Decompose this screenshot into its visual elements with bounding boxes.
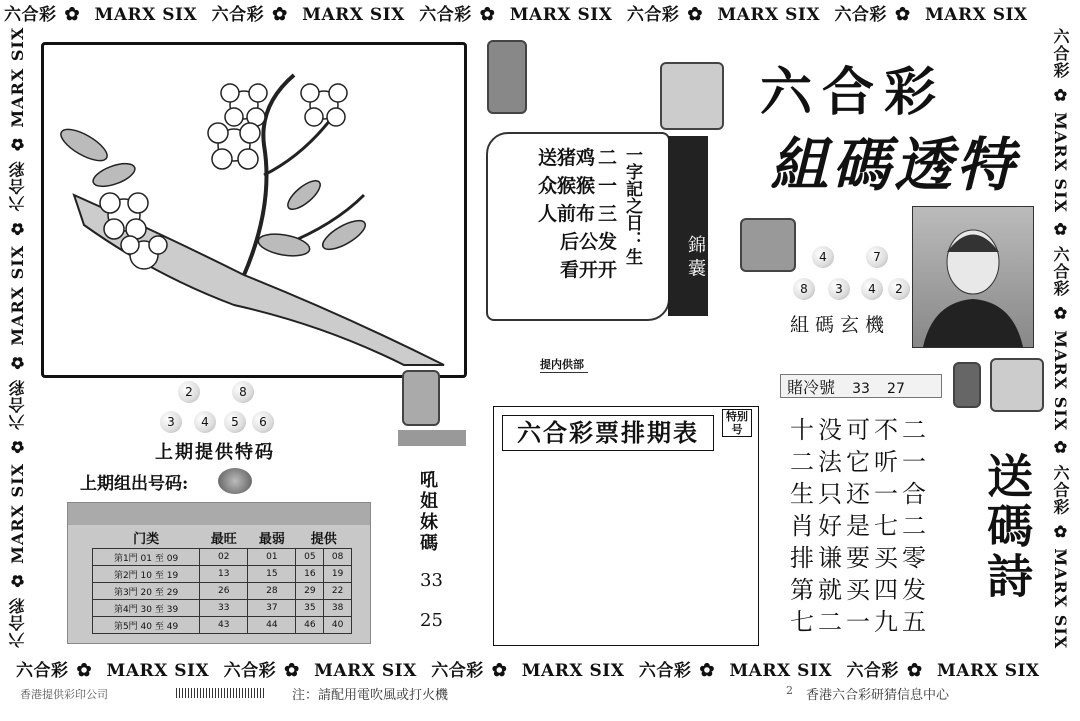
barcode-strip [176, 688, 266, 698]
last-special-label: 上期提供特码 [155, 442, 275, 463]
special-tag: 特别号 [722, 409, 752, 437]
flower-icon: ✿ [272, 4, 288, 25]
table-header-band [68, 503, 370, 525]
table-cell: 01 [248, 549, 296, 566]
schedule-title: 六合彩票排期表 [502, 415, 714, 451]
banner-item: MARX SIX [94, 5, 198, 25]
vertical-pick-number: 33 [420, 570, 443, 591]
page-title: 六合彩 [760, 63, 947, 123]
table-cell: 33 [200, 600, 248, 617]
plum-blossom-painting [41, 42, 467, 378]
banner-item: MARX SIX [302, 5, 405, 25]
schedule-box [493, 406, 759, 646]
number-ball-shaded [218, 468, 252, 494]
table-header: 提供 [310, 532, 337, 547]
banner-item: MARX SIX [729, 661, 833, 681]
table-header: 门类 [133, 532, 160, 547]
table-cell: 29 [296, 583, 324, 600]
footer-page: 2 [786, 684, 793, 697]
number-ball: 8 [793, 278, 815, 300]
flower-icon: ✿ [491, 660, 508, 681]
plum-branch-icon [44, 45, 464, 375]
number-ball: 3 [160, 411, 182, 433]
bottom-banner [16, 656, 1048, 681]
pouch-label: 錦 囊 [668, 136, 708, 316]
decor-stamp [487, 40, 527, 114]
poem-line: 第就买四发 [790, 576, 930, 604]
flower-icon: ✿ [76, 660, 93, 681]
banner-item: MARX SIX [314, 661, 417, 681]
cold-label: 賭冷號 [787, 378, 836, 397]
banner-item: 六合彩 [431, 661, 484, 681]
vertical-pick-number: 25 [420, 610, 443, 631]
vertical-pick-text: 吼姐妹碼 [417, 470, 438, 554]
banner-item: MARX SIX [106, 661, 210, 681]
scroll-char: 三 [598, 203, 618, 225]
scroll-line: 后公发 [560, 231, 618, 253]
number-ball: 2 [178, 381, 200, 403]
dove-icon [740, 218, 796, 272]
flower-icon: ✿ [64, 4, 81, 25]
table-header: 最旺 [210, 532, 237, 547]
number-ball: 4 [194, 411, 216, 433]
table-cell: 第1門 01 至 09 [93, 549, 200, 566]
table-cell: 35 [296, 600, 324, 617]
number-ball: 7 [866, 246, 888, 268]
table-cell: 37 [248, 600, 296, 617]
scroll-line: 人前布 [538, 203, 596, 225]
table-cell: 第2門 10 至 19 [93, 566, 200, 583]
number-ball: 4 [812, 246, 834, 268]
table-cell: 22 [324, 583, 352, 600]
xuanji-label: 組碼玄機 [790, 314, 891, 336]
table-cell: 28 [248, 583, 296, 600]
banner-item: 六合彩 [211, 5, 265, 25]
decor-stamp [402, 370, 440, 426]
scroll-char: 二 [598, 147, 618, 169]
poem-line: 生只还一合 [790, 480, 930, 508]
banner-item: 六合彩 [626, 5, 680, 25]
banner-item: 六合彩 [834, 5, 887, 25]
banner-item: MARX SIX [924, 5, 1028, 25]
bird-icon [990, 358, 1044, 412]
flower-icon: ✿ [699, 660, 715, 681]
banner-item: MARX SIX [509, 5, 613, 25]
banner-item: 六合彩 [4, 5, 57, 25]
number-ball: 8 [232, 381, 254, 403]
scroll-char: 一 [598, 175, 618, 197]
number-ball: 4 [861, 278, 883, 300]
decor-bar [398, 430, 466, 446]
last-group-label: 上期组出号码: [80, 474, 189, 494]
poem-line: 十没可不二 [790, 416, 930, 444]
banner-item: 六合彩 [419, 5, 472, 25]
table-cell: 40 [324, 617, 352, 634]
cold-number-box [780, 374, 942, 398]
table-header: 最弱 [258, 532, 285, 547]
table-row [93, 566, 352, 583]
footer-right: 香港六合彩研猜信息中心 [806, 688, 950, 703]
table-row [93, 549, 352, 566]
table-cell: 15 [248, 566, 296, 583]
scroll-line: 送猪鸡 [538, 147, 596, 169]
poem-line: 七二一九五 [790, 608, 930, 636]
cold-number: 33 [852, 381, 870, 397]
table-cell: 43 [200, 617, 248, 634]
table-cell: 38 [324, 600, 352, 617]
flower-icon: ✿ [687, 4, 703, 25]
footer-left: 香港提供彩印公司 [20, 688, 108, 701]
poem-line: 肖好是七二 [790, 512, 930, 540]
scroll-line: 看开开 [560, 259, 618, 281]
top-banner [4, 0, 1036, 25]
table-row [93, 617, 352, 634]
right-side-banner: 六合彩 ✿ MARX SIX ✿ 六合彩 ✿ MARX SIX ✿ 六合彩 ✿ MARX SIX [1051, 28, 1070, 650]
banner-item: 六合彩 [223, 661, 277, 681]
table-cell: 第3門 20 至 29 [93, 583, 200, 600]
table-cell: 44 [248, 617, 296, 634]
number-ball: 3 [828, 278, 850, 300]
internal-tag: 提内供部 [540, 358, 588, 373]
poem-big-title: 送碼詩 [980, 452, 1034, 602]
flower-icon: ✿ [894, 4, 911, 25]
table-cell: 26 [200, 583, 248, 600]
scroll-side-note: 一字記之日：生 [622, 146, 642, 265]
table-row [93, 600, 352, 617]
table-cell: 第5門 40 至 49 [93, 617, 200, 634]
flower-icon: ✿ [906, 660, 923, 681]
banner-item: 六合彩 [16, 661, 69, 681]
cold-number: 27 [887, 381, 905, 397]
scroll-line: 众猴猴 [538, 175, 596, 197]
table-row [93, 583, 352, 600]
scroll-right-chars [598, 144, 617, 228]
person-icon [913, 207, 1033, 347]
banner-item: 六合彩 [638, 661, 692, 681]
table-cell: 13 [200, 566, 248, 583]
frequency-table-panel [67, 502, 371, 644]
poem-line: 二法它听一 [790, 448, 930, 476]
table-cell: 16 [296, 566, 324, 583]
banner-item: MARX SIX [717, 5, 821, 25]
banner-item: MARX SIX [521, 661, 625, 681]
portrait-photo [912, 206, 1034, 348]
poem-block [790, 414, 930, 638]
table-cell: 02 [200, 549, 248, 566]
footer-middle: 注：請配用電吹風或打火機 [292, 688, 449, 703]
table-cell: 19 [324, 566, 352, 583]
poem-line: 排谦要买零 [790, 544, 930, 572]
flower-icon: ✿ [284, 660, 300, 681]
number-ball: 6 [252, 411, 274, 433]
decor-tag [953, 362, 981, 408]
table-cell: 05 [296, 549, 324, 566]
table-header-row [93, 527, 352, 549]
table-cell: 46 [296, 617, 324, 634]
left-side-banner: 六合彩 ✿ MARX SIX ✿ 六合彩 ✿ MARX SIX ✿ 六合彩 ✿ MARX SIX [8, 26, 27, 648]
frequency-table [92, 527, 352, 634]
number-ball: 2 [888, 278, 910, 300]
page-subtitle: 組碼透特 [770, 131, 1019, 199]
fortune-seal-icon [660, 62, 724, 130]
number-ball: 5 [224, 411, 246, 433]
banner-item: 六合彩 [846, 661, 899, 681]
table-cell: 第4門 30 至 39 [93, 600, 200, 617]
table-cell: 08 [324, 549, 352, 566]
flower-icon: ✿ [479, 4, 496, 25]
banner-item: MARX SIX [936, 661, 1040, 681]
